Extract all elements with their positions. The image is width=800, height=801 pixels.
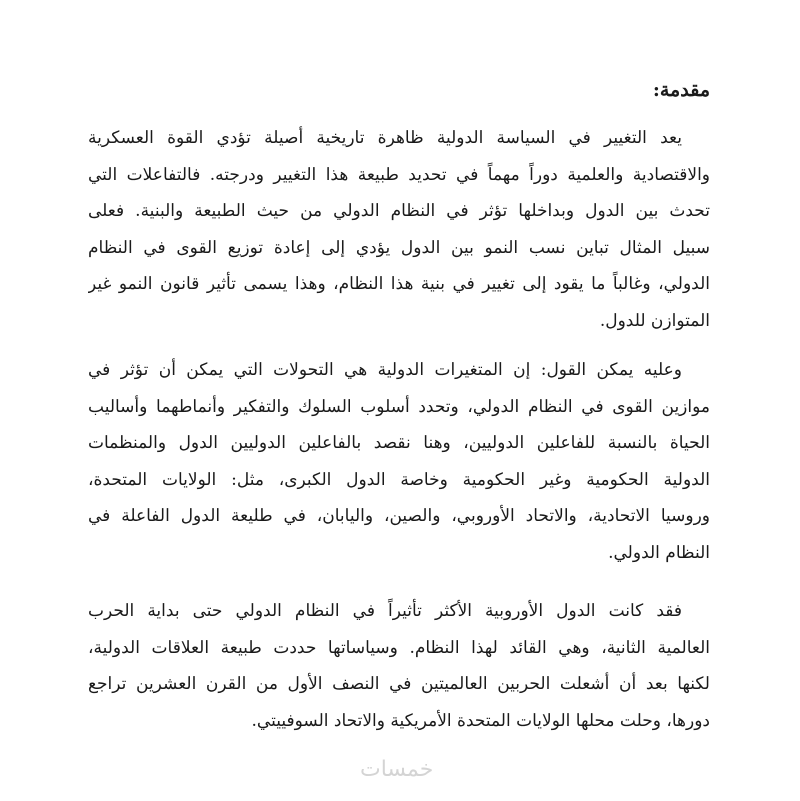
paragraph-line: وعليه يمكن القول: إن المتغيرات الدولية هي التحولات التي يمكن أن تؤثر في: [88, 360, 682, 380]
paragraph-line: يعد التغيير في السياسة الدولية ظاهرة تاريخية أصيلة تؤدي القوة العسكرية: [88, 128, 682, 148]
paragraph-line: موازين القوى في النظام الدولي، وتحدد أسلوب السلوك والتفكير وأنماطهما وأساليب: [88, 396, 710, 417]
paragraph-line: تحدث بين الدول وبداخلها تؤثر في النظام الدولي من حيث الطبيعة والبنية. فعلى: [88, 201, 710, 222]
paragraph-line: دورها، وحلت محلها الولايات المتحدة الأمريكية والاتحاد السوفييتي.: [251, 710, 710, 731]
paragraph-1: [88, 120, 710, 340]
paragraph-line: فقد كانت الدول الأوروبية الأكثر تأثيراً في النظام الدولي حتى بداية الحرب: [88, 601, 682, 621]
paragraph-line: لكنها بعد أن أشعلت الحربين العالميتين في النصف الأول من القرن العشرين تراجع: [88, 674, 710, 695]
paragraph-2: [88, 352, 710, 572]
khamsat-watermark: خمسات: [360, 757, 434, 782]
paragraph-line: الدولي، وغالباً ما يقود إلى تغيير في بنية هذا النظام، وهذا يسمى تأثير قانون النمو غير: [88, 274, 710, 295]
paragraph-line: والاقتصادية والعلمية دوراً مهماً في تحديد طبيعة هذا التغيير ودرجته. فالتفاعلات التي: [88, 164, 710, 185]
paragraph-line: المتوازن للدول.: [599, 310, 710, 331]
paragraph-line: العالمية الثانية، وهي القائد لهذا النظام. وسياساتها حددت طبيعة العلاقات الدولية،: [88, 637, 710, 658]
paragraph-line: النظام الدولي.: [608, 542, 710, 563]
paragraph-line: سبيل المثال تباين نسب النمو بين الدول يؤدي إلى إعادة توزيع القوى في النظام: [88, 237, 710, 258]
paragraph-line: الحياة بالنسبة للفاعلين الدوليين، وهنا نقصد بالفاعلين الدوليين الدول والمنظمات: [88, 433, 710, 454]
section-heading: مقدمة:: [652, 79, 710, 101]
paragraph-line: الدولية الحكومية وغير الحكومية وخاصة الدول الكبرى، مثل: الولايات المتحدة،: [88, 469, 710, 490]
paragraph-3: [88, 593, 710, 739]
paragraph-line: وروسيا الاتحادية، والاتحاد الأوروبي، والصين، واليابان، في طليعة الدول الفاعلة في: [88, 506, 710, 527]
